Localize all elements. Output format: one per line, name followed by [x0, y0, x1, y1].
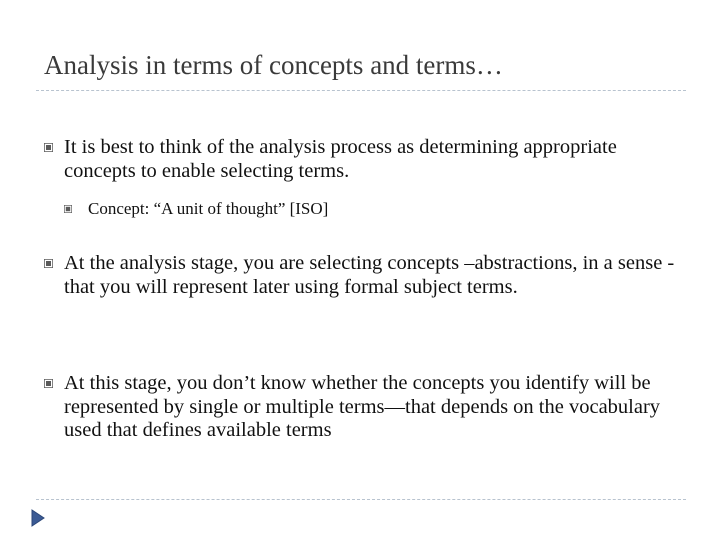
sub-bullet-text-concept-definition: Concept: “A unit of thought” [ISO]	[88, 199, 329, 218]
bullet-text-analysis-process: It is best to think of the analysis process as determining appropriate concepts to enable selecting terms.	[64, 136, 617, 182]
square-bullet-icon	[44, 143, 53, 152]
next-slide-arrow-icon[interactable]	[30, 508, 46, 528]
square-bullet-icon	[44, 259, 53, 268]
slide-title: Analysis in terms of concepts and terms…	[44, 50, 503, 80]
footer-divider	[36, 499, 686, 500]
bullet-text-analysis-stage: At the analysis stage, you are selecting concepts –abstractions, in a sense - that you will represent later using formal subject terms.	[64, 252, 675, 298]
bullet-text-this-stage: At this stage, you don’t know whether the concepts you identify will be represented by single or multiple terms—that depends on the vocabulary used that defines available terms	[64, 372, 661, 441]
square-bullet-icon	[44, 379, 53, 388]
title-divider	[36, 90, 686, 91]
square-bullet-icon	[64, 205, 72, 213]
